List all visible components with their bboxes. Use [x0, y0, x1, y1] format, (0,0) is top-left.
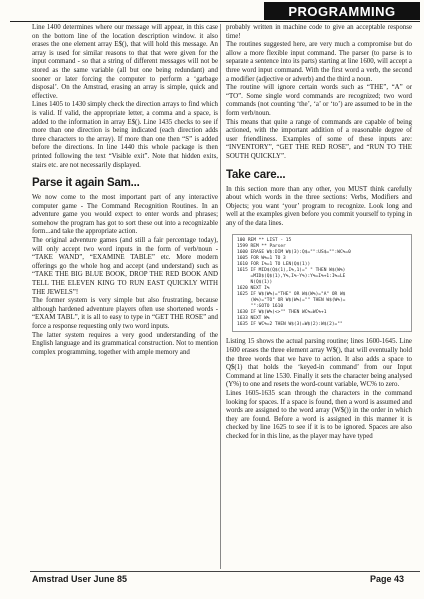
section-banner	[264, 2, 420, 20]
top-rule	[10, 21, 420, 22]
paragraph: probably written in machine code to give an acceptable response time!	[226, 24, 412, 40]
paragraph: The routine will ignore certain words such as “THE”, “A” or “TO”. Some single word commands are recognized; two word commands (not counting ‘the’, ‘a’ or ‘to’) are assumed to be in the form verb/noun.	[226, 84, 412, 117]
section-title: PROGRAMMING	[288, 3, 396, 19]
paragraph: Lines 1605-1635 scan through the characters in the command looking for spaces. If a space is found, then a word is assumed and words are assigned to the word array (W$()) in the order in which they are found. Before a word is assigned in this manner it is checked by line 1625 to see if it is to be ignored. Spaces are also checked for in this line, as the player may have typed	[226, 390, 412, 440]
bottom-rule	[30, 571, 420, 572]
paragraph: This means that quite a range of commands are capable of being actioned, with the important addition of a reasonable degree of user friendliness. Examples of some of these inputs are: “INVENTORY”, “GET THE RED ROSE”, and “RUN TO THE SOUTH QUICKLY”.	[226, 118, 412, 160]
section-heading: Take care...	[226, 168, 286, 181]
paragraph: Line 1400 determines where our message will appear, in this case on the bottom line of the location description window. it also erases the one element array E$(), that will hold this message. An array is used for similar reasons to that that were given for the input command - so that a string of different messages will not be stored as the same variable (all but one being redundant) and sooner or later forcing the computer to perform a ‘garbage disposal’. On the Amstrad, erasing an array is simple, quick and effective.	[32, 24, 218, 100]
paragraph: In this section more than any other, you MUST think carefully about which words in the three sections: Verbs, Modifiers and Objects; you want ‘your’ program to recognize. Look long and well at the examples given before you commit yourself to typing in any of the data lines.	[226, 185, 412, 227]
paragraph: Listing 15 shows the actual parsing routine; lines 1600-1645. Line 1600 erases the three element array W$(), that will eventually hold the three words that we have to action. It also adds a space to Q$(1) that holds the ‘keyed-in command’ from our Input Command at line 1530. Finally it sets the character being analysed (Y%) to one and resets the word-count variable, WC% to zero.	[226, 338, 412, 389]
paragraph: The routines suggested here, are very much a compromise but do allow a more flexible input command. The parser (to parse is to separate a sentence into its parts) starting at line 1600, will accept a three word input command. With the first word a verb, the second a modifier (adjective or adverb) and the third a noun.	[226, 41, 412, 83]
column-divider	[220, 24, 221, 569]
page-number: Page 43	[370, 574, 405, 584]
paragraph: The original adventure games (and still a fair percentage today), will only accept two word inputs in the form of verb/noun - “TAKE WAND”, “EXAMINE TABLE” etc. More modern offerings go the whole hog and accept (and understand) such as “TAKE THE BIG BLUE BOOK, DROP THE RED BOOK AND TELL THE ELEVEN KING TO RUN EAST QUICKLY WITH THE JEWELS”!	[32, 237, 218, 296]
left-column	[32, 24, 218, 357]
magazine-footer: Amstrad User June 85	[32, 574, 128, 584]
paragraph: The former system is very simple but also frustrating, because although hardened adventure players often use shortened words - “EXAM TABL”, it is all to easy to type in “GET THE ROSE” and force a response requesting only two word inputs.	[32, 297, 218, 330]
paragraph: The latter system requires a very good understanding of the English language and its grammatical construction. Not to mention complex programming, together with ample memory and	[32, 331, 218, 356]
paragraph: Lines 1405 to 1430 simply check the direction arrays to find which is valid. If valid, the appropriate letter, a comma and a space, is added to the information in array E$(). Line 1435 checks to see if more than one direction is being indicated (each direction adds three characters to the array). If more than one then “S” is added before the directions. In line 1440 this whole package is then printed following the text “Visible exit”. Note that hidden exits, stairs etc. are not necessarily displayed.	[32, 101, 218, 169]
paragraph: We now come to the most important part of any interactive computer game - The Command Recognition Routines. In an adventure game you would expect to enter words and phrases; somehow the program has got to sort these out into a recognizable form...and take the appropriate action.	[32, 194, 218, 236]
right-column	[226, 24, 412, 442]
section-heading: Parse it again Sam...	[32, 177, 140, 190]
code-listing: 100 REM ** LIST - 15 1599 REM ** Parser 1600 ERASE W$:DIM W$(3):Q$="":US$="":WC%=0 1605 FOR W%=1 TO 3 1610 FOR I%=1 TO LEN(Q$(1)) 1615 IF MID$(Q$(1),I%,1)=" " THEN W$(W%) =MID$(Q$(1),Y%,I%-Y%):Y%=I%+1:I%=LE N(Q$(1)) 1620 NEXT I% 1625 IF W$(W%)="THE" OR W$(W%)="A" OR W$ (W%)="TO" OR W$(W%)="" THEN W$(W%)= "":GOTO 1610 1630 IF W$(W%)<>"" THEN WC%=WC%+1 1633 NEXT W% 1635 IF WC%=2 THEN W$(3)=W$(2):W$(2)=""	[232, 234, 412, 332]
